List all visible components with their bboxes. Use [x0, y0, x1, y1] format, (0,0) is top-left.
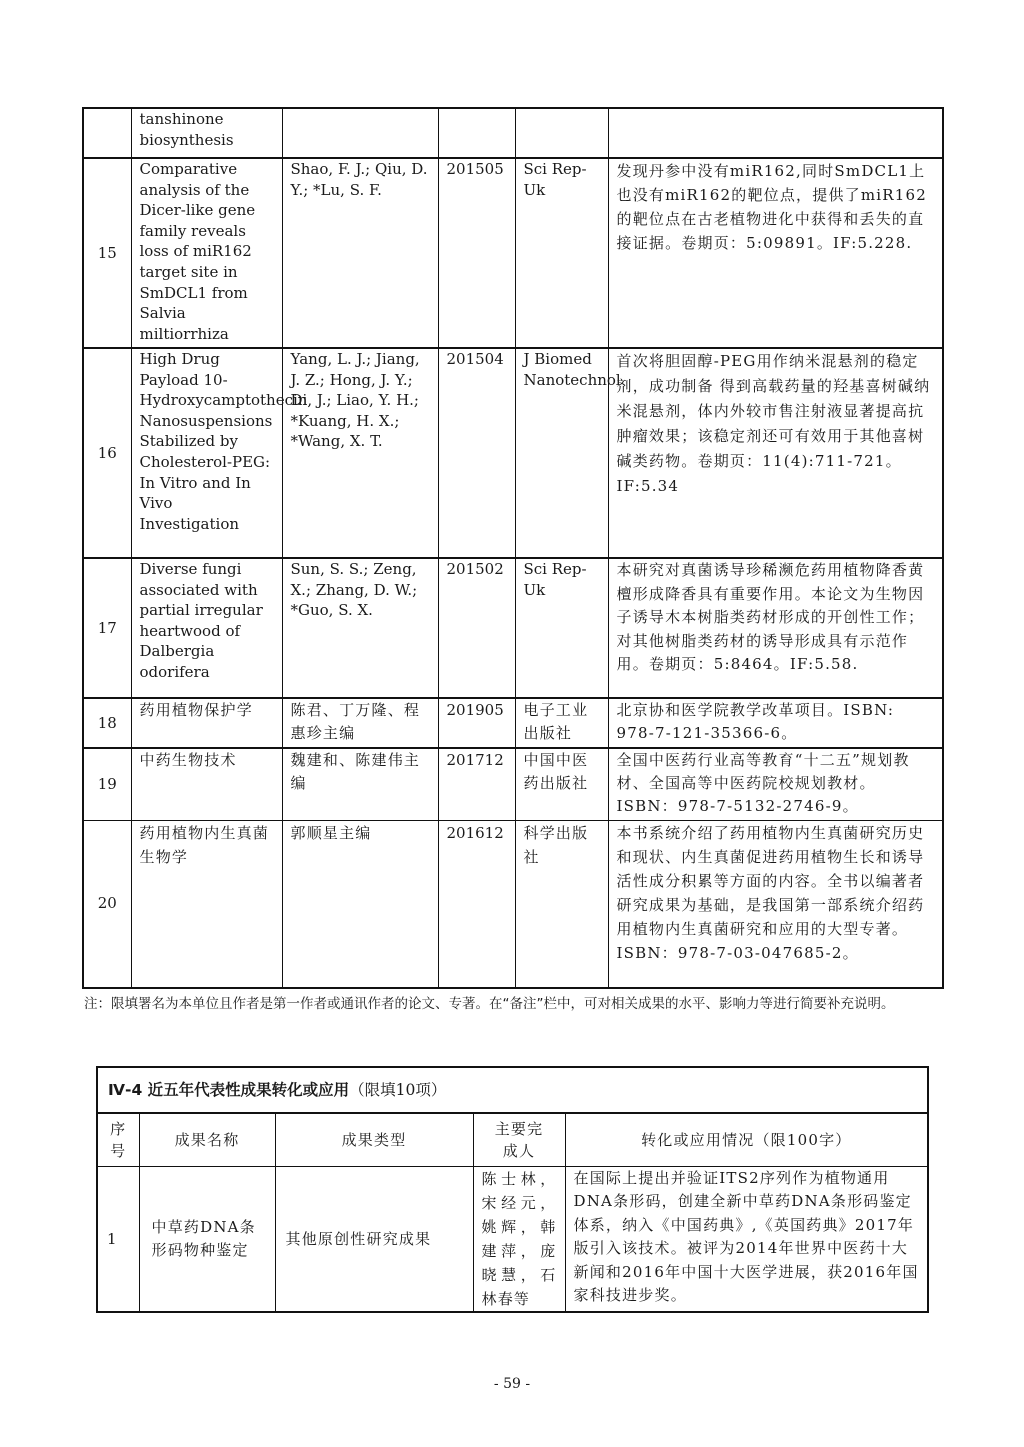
achievement-name: 中草药DNA条形码物种鉴定: [139, 1167, 275, 1313]
paper-no: 16: [83, 348, 131, 558]
table-row: [83, 158, 943, 348]
section-title: [97, 1067, 928, 1113]
paper-note: 本书系统介绍了药用植物内生真菌研究历史和现状、内生真菌促进药用植物生长和诱导活性成分积累等方面的内容。全书以编著者研究成果为基础，是我国第一部系统介绍药用植物内生真菌研究和应用的大型专著。ISBN：978-7-03-047685-2。: [608, 820, 943, 988]
table-row: [97, 1167, 928, 1313]
section-title-suffix: （限填10项）: [349, 1080, 447, 1099]
paper-journal: 科学出版社: [515, 820, 608, 988]
achievement-no: 1: [97, 1167, 139, 1313]
achievement-type: 其他原创性研究成果: [275, 1167, 473, 1313]
paper-date: 201712: [438, 748, 515, 820]
paper-authors: 陈君、丁万隆、程惠珍主编: [282, 698, 438, 748]
paper-authors: Shao, F. J.; Qiu, D. Y.; *Lu, S. F.: [282, 158, 438, 348]
paper-date: 201502: [438, 558, 515, 698]
paper-title: 中药生物技术: [131, 748, 282, 820]
paper-title: 药用植物内生真菌生物学: [131, 820, 282, 988]
header-no: 序号: [97, 1113, 139, 1167]
header-people: 主要完成人: [473, 1113, 565, 1167]
papers-table: [82, 107, 944, 989]
paper-title: High Drug Payload 10-Hydroxycamptothecin Nanosuspensions Stabilized by Cholesterol-PEG: In Vitro and In Vivo Investigation: [131, 348, 282, 558]
paper-journal: 电子工业出版社: [515, 698, 608, 748]
table-row: [83, 698, 943, 748]
paper-journal: [515, 108, 608, 158]
page-number: - 59 -: [493, 1376, 531, 1392]
header-usage: 转化或应用情况（限100字）: [565, 1113, 928, 1167]
paper-authors: Sun, S. S.; Zeng, X.; Zhang, D. W.; *Guo, S. X.: [282, 558, 438, 698]
paper-note: 本研究对真菌诱导珍稀濒危药用植物降香黄檀形成降香具有重要作用。本论文为生物因子诱导木本树脂类药材形成的开创性工作；对其他树脂类药材的诱导形成具有示范作用。卷期页：5:8464。IF:5.58.: [608, 558, 943, 698]
paper-journal: Sci Rep-Uk: [515, 558, 608, 698]
table-row: [83, 108, 943, 158]
header-type: 成果类型: [275, 1113, 473, 1167]
paper-date: [438, 108, 515, 158]
achievement-usage: 在国际上提出并验证ITS2序列作为植物通用DNA条形码，创建全新中草药DNA条形码鉴定体系，纳入《中国药典》,《英国药典》2017年版引入该技术。被评为2014年世界中医药十大新闻和2016年中国十大医学进展，获2016年国家科技进步奖。: [565, 1167, 928, 1313]
paper-title: Diverse fungi associated with partial irregular heartwood of Dalbergia odorifera: [131, 558, 282, 698]
header-row: [97, 1113, 928, 1167]
paper-title: tanshinone biosynthesis: [131, 108, 282, 158]
paper-title: Comparative analysis of the Dicer-like gene family reveals loss of miR162 target site in SmDCL1 from Salvia miltiorrhiza: [131, 158, 282, 348]
paper-no: 15: [83, 158, 131, 348]
paper-no: 19: [83, 748, 131, 820]
paper-note: 全国中医药行业高等教育“十二五”规划教材、全国高等中医药院校规划教材。ISBN：978-7-5132-2746-9。: [608, 748, 943, 820]
paper-no: 18: [83, 698, 131, 748]
paper-journal: Sci Rep-Uk: [515, 158, 608, 348]
achievement-people: 陈士林，宋经元，姚辉，韩建萍，庞晓慧，石林春等: [473, 1167, 565, 1313]
section-title-row: [97, 1067, 928, 1113]
table-row: [83, 820, 943, 988]
paper-no: [83, 108, 131, 158]
table-row: [83, 558, 943, 698]
paper-authors: 郭顺星主编: [282, 820, 438, 988]
paper-note: 发现丹参中没有miR162,同时SmDCL1上也没有miR162的靶位点，提供了miR162的靶位点在古老植物进化中获得和丢失的直接证据。卷期页：5:09891。IF:5.228.: [608, 158, 943, 348]
paper-authors: Yang, L. J.; Jiang, J. Z.; Hong, J. Y.; Di, J.; Liao, Y. H.; *Kuang, H. X.; *Wang, X. T.: [282, 348, 438, 558]
paper-no: 20: [83, 820, 131, 988]
achievements-table: [96, 1066, 929, 1313]
table-row: [83, 348, 943, 558]
paper-authors: 魏建和、陈建伟主编: [282, 748, 438, 820]
paper-date: 201505: [438, 158, 515, 348]
paper-journal: 中国中医药出版社: [515, 748, 608, 820]
paper-note: [608, 108, 943, 158]
paper-date: 201905: [438, 698, 515, 748]
paper-note: 首次将胆固醇-PEG用作纳米混悬剂的稳定剂，成功制备 得到高载药量的羟基喜树碱纳米混悬剂，体内外较市售注射液显著提高抗肿瘤效果；该稳定剂还可有效用于其他喜树碱类药物。卷期页：11(4):711-721。IF:5.34: [608, 348, 943, 558]
paper-journal: J Biomed Nanotechnol: [515, 348, 608, 558]
table-row: [83, 748, 943, 820]
paper-no: 17: [83, 558, 131, 698]
paper-date: 201504: [438, 348, 515, 558]
paper-authors: [282, 108, 438, 158]
paper-note: 北京协和医学院教学改革项目。ISBN: 978-7-121-35366-6。: [608, 698, 943, 748]
paper-title: 药用植物保护学: [131, 698, 282, 748]
section-title-main: Ⅳ-4 近五年代表性成果转化或应用: [108, 1080, 350, 1099]
header-name: 成果名称: [139, 1113, 275, 1167]
footnote: 注：限填署名为本单位且作者是第一作者或通讯作者的论文、专著。在“备注”栏中，可对相关成果的水平、影响力等进行简要补充说明。: [84, 996, 895, 1012]
paper-date: 201612: [438, 820, 515, 988]
